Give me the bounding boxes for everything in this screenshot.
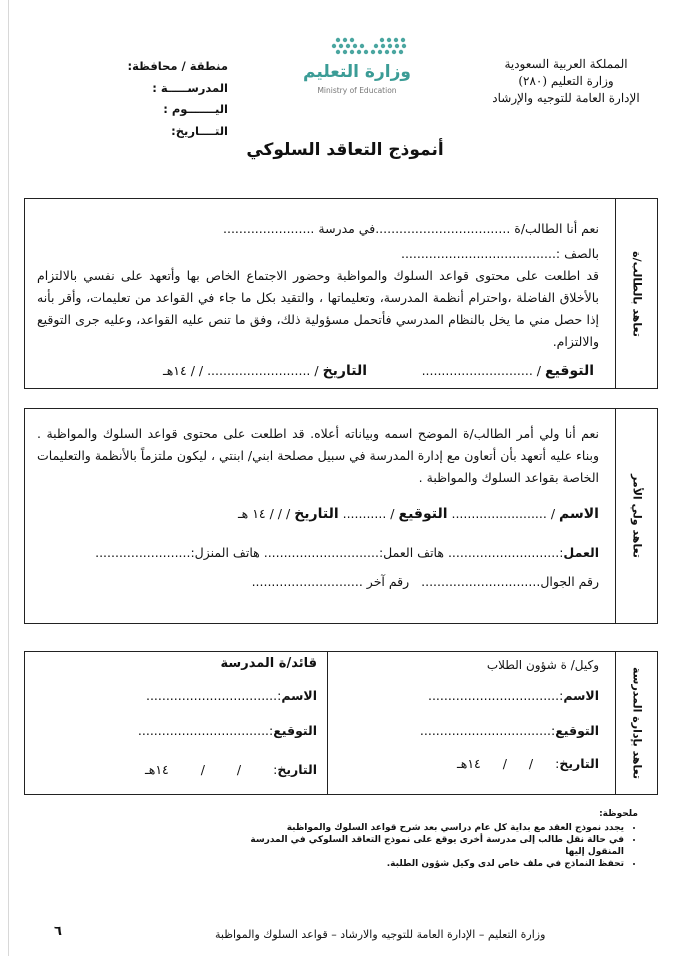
leader-date-line bbox=[145, 762, 317, 777]
name-dots: :................................. bbox=[145, 688, 282, 703]
student-date-line bbox=[163, 363, 367, 379]
note-item: • تحفظ النماذج في ملف خاص لدى وكيل شؤون الطلبة. bbox=[218, 858, 624, 870]
kingdom-name: المملكة العربية السعودية bbox=[504, 57, 628, 71]
date-value: / .......................... / / ١٤هـ bbox=[163, 363, 319, 378]
date-value: : / / ١٤هـ bbox=[145, 762, 278, 777]
work-label: العمل bbox=[563, 545, 599, 560]
day-field: اليـــــــوم : bbox=[163, 102, 228, 116]
student-name-line: نعم أنا الطالب/ة ..................................في مدرسة ....................... bbox=[223, 221, 599, 236]
home-phone: هاتف المنزل:........................ bbox=[95, 545, 260, 560]
ministry-name: وزارة التعليم (٢٨٠) bbox=[518, 74, 614, 88]
logo-english-text: Ministry of Education bbox=[317, 86, 397, 95]
leader-signature-line bbox=[138, 723, 317, 738]
date-value: / / / ١٤ هـ bbox=[237, 506, 291, 521]
other-phone: رقم آخر ............................ bbox=[251, 574, 410, 589]
student-pledge-box bbox=[24, 198, 658, 389]
page-number: ٦ bbox=[54, 924, 62, 939]
date-field: التــــاريخ: bbox=[171, 123, 228, 138]
guardian-pledge-box bbox=[24, 408, 658, 624]
guardian-mobile-line bbox=[252, 574, 599, 589]
student-class-line: بالصف :....................................... bbox=[400, 246, 599, 261]
guardian-name-line bbox=[238, 506, 599, 522]
page-footer: وزارة التعليم – الإدارة العامة للتوجيه والارشاد – قواعد السلوك والمواظبة bbox=[215, 928, 546, 941]
signature-label: التوقيع bbox=[398, 506, 448, 522]
signature-label: التوقيع bbox=[555, 723, 599, 738]
admin-divider bbox=[327, 652, 328, 794]
student-side-label: تعاهد بالطالب/ة bbox=[615, 199, 657, 388]
mobile-phone: رقم الجوال.............................. bbox=[421, 574, 599, 589]
name-dots: / ........................ bbox=[451, 506, 556, 521]
date-label: التاريخ bbox=[294, 506, 339, 522]
school-field: المدرســـــة : bbox=[152, 80, 228, 95]
date-label: التاريخ bbox=[559, 756, 599, 771]
admin-pledge-box bbox=[24, 651, 658, 795]
date-label: التاريخ bbox=[322, 363, 367, 379]
notes-title: ملحوظة: bbox=[599, 809, 638, 819]
region-field: منطقة / محافظة: bbox=[127, 59, 228, 73]
work-dots: :............................ bbox=[447, 545, 564, 560]
guardian-side-label: تعاهد ولي الأمر bbox=[615, 409, 657, 623]
name-label: الاسم bbox=[281, 688, 317, 703]
page-title: أنموذج التعاقد السلوكي bbox=[246, 140, 444, 160]
student-pledge-text: قد اطلعت على محتوى قواعد السلوك والمواظبة وحضور الاجتماع الخاص بها وأتعهد على نفسي بالالتزام بالأخلاق الفاضلة ،واحترام أنظمة المدرسة، وتعليماتها ، والتقيد بكل ما جاء في القواعد من تعليمات، وأقر بأنه إذا حصل مني ما يخل بالنظام المدرسي فأتحمل مسؤولية ذلك، وفق ما تنص عليه القواعد، وعليه جرى التوقيع والالتزام. bbox=[37, 268, 599, 349]
deputy-title: وكيل/ ة شؤون الطلاب bbox=[486, 658, 599, 672]
ministry-logo bbox=[282, 34, 432, 102]
logo-arabic-text: وزارة التعليم bbox=[303, 62, 411, 82]
ministry-header bbox=[466, 56, 666, 107]
date-label: التاريخ bbox=[277, 762, 317, 777]
signature-label: التوقيع bbox=[545, 363, 594, 379]
name-label: الاسم bbox=[559, 506, 599, 522]
notes-section bbox=[218, 808, 638, 870]
guardian-pledge-text: نعم أنا ولي أمر الطالب/ة الموضح اسمه وبياناته أعلاه. قد اطلعت على محتوى قواعد السلوك والمواظبة . وبناء عليه أتعهد بأن أتعاون مع إدارة المدرسة في سبيل مصلحة ابني/ ابنتي ، ليكون ملتزماً بالأنظمة والتعليمات الخاصة بقواعد السلوك والمواظبة . bbox=[37, 426, 599, 485]
signature-dots: :................................. bbox=[137, 723, 274, 738]
deputy-date-line bbox=[457, 756, 599, 771]
deputy-name-line bbox=[428, 688, 599, 703]
department-name: الإدارة العامة للتوجيه والإرشاد bbox=[492, 91, 640, 105]
leader-name-line bbox=[146, 688, 317, 703]
signature-label: التوقيع bbox=[273, 723, 317, 738]
note-item: • في حالة نقل طالب إلى مدرسة أخرى يوقع على نموذج التعاقد السلوكي في المدرسة المنقول إليها bbox=[218, 834, 624, 858]
note-item: • يجدد نموذج العقد مع بداية كل عام دراسي بعد شرح قواعد السلوك والمواظبة bbox=[218, 822, 624, 834]
student-signature-line bbox=[422, 363, 594, 379]
signature-dots: / ............................ bbox=[421, 363, 542, 378]
guardian-phone-line bbox=[95, 545, 599, 560]
signature-dots: :................................. bbox=[419, 723, 556, 738]
page-edge bbox=[8, 0, 9, 956]
leader-title: قائد/ة المدرسة bbox=[220, 656, 317, 671]
work-phone: هاتف العمل:............................. bbox=[263, 545, 444, 560]
deputy-signature-line bbox=[420, 723, 599, 738]
signature-dots: / ........... bbox=[342, 506, 395, 521]
name-label: الاسم bbox=[563, 688, 599, 703]
admin-side-label: تعاهد بإدارة المدرسة bbox=[615, 652, 657, 794]
school-info-fields bbox=[110, 56, 228, 142]
name-dots: :................................. bbox=[427, 688, 564, 703]
date-value: : / / ١٤هـ bbox=[457, 756, 560, 771]
